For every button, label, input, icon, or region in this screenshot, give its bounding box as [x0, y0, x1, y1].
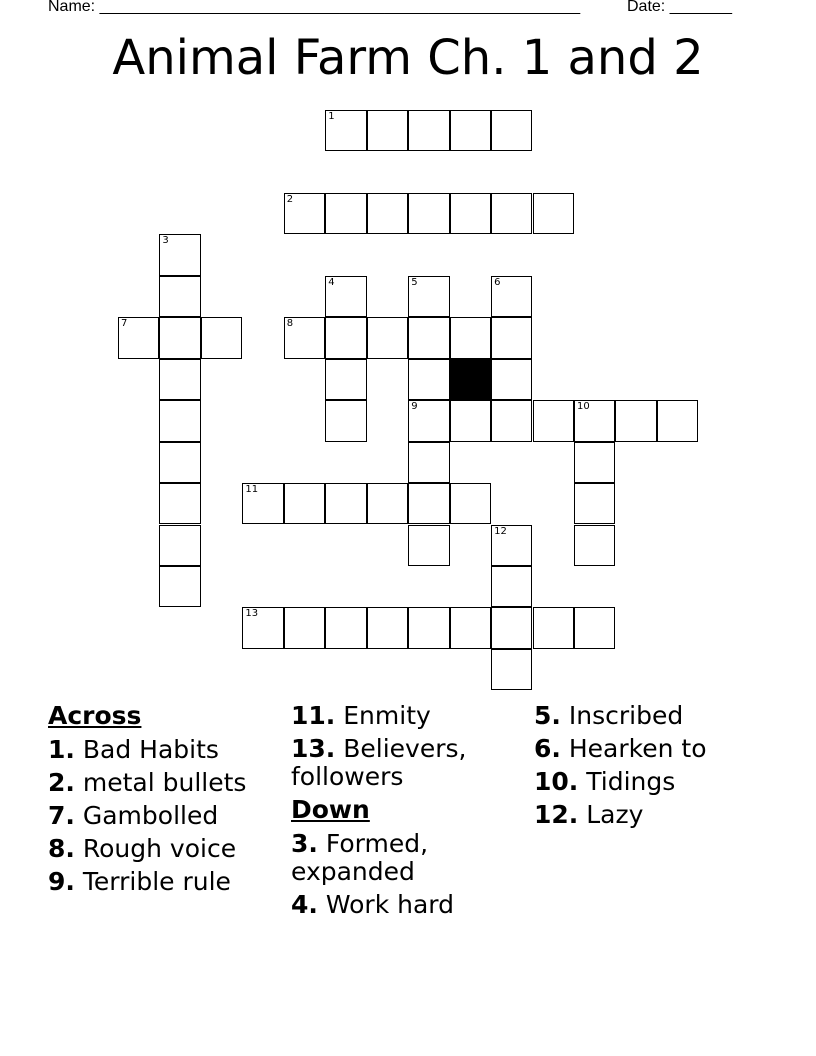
grid-cell[interactable] — [325, 359, 366, 400]
grid-cell[interactable] — [284, 483, 325, 524]
grid-cell[interactable] — [367, 483, 408, 524]
across-heading: Across — [48, 701, 142, 730]
clue-number: 5 — [411, 276, 418, 288]
grid-cell[interactable] — [159, 525, 200, 566]
blocked-cell — [450, 359, 491, 400]
grid-cell[interactable] — [574, 400, 615, 441]
grid-cell[interactable] — [284, 193, 325, 234]
grid-cell[interactable] — [284, 317, 325, 358]
clue-down-5: 5. Inscribed — [534, 701, 684, 730]
grid-cell[interactable] — [325, 400, 366, 441]
grid-cell[interactable] — [657, 400, 698, 441]
grid-cell[interactable] — [408, 525, 449, 566]
grid-cell[interactable] — [615, 400, 656, 441]
grid-cell[interactable] — [491, 110, 532, 151]
grid-cell[interactable] — [574, 525, 615, 566]
clue-number: 3 — [162, 235, 169, 247]
grid-cell[interactable] — [367, 193, 408, 234]
grid-cell[interactable] — [242, 607, 283, 648]
grid-cell[interactable] — [367, 607, 408, 648]
grid-cell[interactable] — [159, 442, 200, 483]
clue-number: 10 — [577, 401, 590, 413]
clue-across-7: 7. Gambolled — [48, 801, 219, 830]
grid-cell[interactable] — [325, 193, 366, 234]
grid-cell[interactable] — [450, 483, 491, 524]
grid-cell[interactable] — [408, 193, 449, 234]
clue-number: 2 — [286, 193, 294, 205]
grid-cell[interactable] — [325, 607, 366, 648]
grid-cell[interactable] — [367, 317, 408, 358]
clue-down-10: 10. Tidings — [534, 767, 676, 796]
clue-column-2 — [291, 702, 521, 924]
grid-cell[interactable] — [533, 607, 574, 648]
grid-cell[interactable] — [491, 607, 532, 648]
grid-cell[interactable] — [325, 483, 366, 524]
grid-cell[interactable] — [574, 607, 615, 648]
grid-cell[interactable] — [450, 607, 491, 648]
clue-number: 6 — [494, 276, 501, 288]
clue-number: 9 — [411, 401, 418, 413]
grid-cell[interactable] — [408, 442, 449, 483]
grid-cell[interactable] — [574, 483, 615, 524]
grid-cell[interactable] — [491, 359, 532, 400]
grid-cell[interactable] — [159, 234, 200, 275]
grid-cell[interactable] — [325, 276, 366, 317]
grid-cell[interactable] — [284, 607, 325, 648]
grid-cell[interactable] — [450, 400, 491, 441]
grid-cell[interactable] — [159, 566, 200, 607]
clue-number: 4 — [328, 276, 335, 288]
name-field-label: Name: ______________________________________________________ — [48, 0, 581, 15]
grid-cell[interactable] — [450, 317, 491, 358]
clue-across-9: 9. Terrible rule — [48, 867, 231, 896]
grid-cell[interactable] — [159, 400, 200, 441]
grid-cell[interactable] — [159, 276, 200, 317]
grid-cell[interactable] — [201, 317, 242, 358]
clue-number: 1 — [328, 111, 335, 122]
grid-cell[interactable] — [491, 276, 532, 317]
grid-cell[interactable] — [491, 649, 532, 690]
grid-cell[interactable] — [533, 400, 574, 441]
clue-down-6: 6. Hearken to — [534, 734, 707, 763]
clue-down-3: 3. Formed, expanded — [291, 829, 429, 886]
clue-down-4: 4. Work hard — [291, 890, 454, 919]
clue-across-2: 2. metal bullets — [48, 768, 247, 797]
clue-number: 12 — [494, 525, 507, 537]
clue-across-1: 1. Bad Habits — [48, 735, 219, 764]
grid-cell[interactable] — [367, 110, 408, 151]
grid-cell[interactable] — [450, 193, 491, 234]
grid-cell[interactable] — [491, 400, 532, 441]
grid-cell[interactable] — [159, 483, 200, 524]
grid-cell[interactable] — [325, 317, 366, 358]
clue-number: 7 — [121, 318, 128, 330]
date-field-label: Date: _______ — [627, 0, 732, 15]
grid-cell[interactable] — [408, 400, 449, 441]
grid-cell[interactable] — [491, 317, 532, 358]
grid-cell[interactable] — [325, 110, 366, 151]
clue-number: 11 — [245, 484, 259, 496]
clue-column-3 — [534, 702, 794, 834]
clue-across-11: 11. Enmity — [291, 701, 431, 730]
grid-cell[interactable] — [408, 607, 449, 648]
grid-cell[interactable] — [533, 193, 574, 234]
clue-down-12: 12. Lazy — [534, 800, 644, 829]
clue-number: 13 — [245, 608, 259, 620]
clue-column-1 — [48, 702, 278, 901]
grid-cell[interactable] — [491, 566, 532, 607]
grid-cell[interactable] — [159, 359, 200, 400]
clue-across-13: 13. Believers, followers — [291, 734, 467, 791]
grid-cell[interactable] — [408, 317, 449, 358]
grid-cell[interactable] — [491, 193, 532, 234]
grid-cell[interactable] — [491, 525, 532, 566]
grid-cell[interactable] — [450, 110, 491, 151]
grid-cell[interactable] — [408, 276, 449, 317]
grid-cell[interactable] — [574, 442, 615, 483]
clue-number: 8 — [286, 318, 294, 330]
page-title: Animal Farm Ch. 1 and 2 — [112, 30, 704, 86]
grid-cell[interactable] — [408, 110, 449, 151]
grid-cell[interactable] — [242, 483, 283, 524]
down-heading: Down — [291, 795, 370, 824]
clue-across-8: 8. Rough voice — [48, 834, 237, 863]
grid-cell[interactable] — [408, 359, 449, 400]
grid-cell[interactable] — [408, 483, 449, 524]
grid-cell[interactable] — [159, 317, 200, 358]
grid-cell[interactable] — [118, 317, 159, 358]
